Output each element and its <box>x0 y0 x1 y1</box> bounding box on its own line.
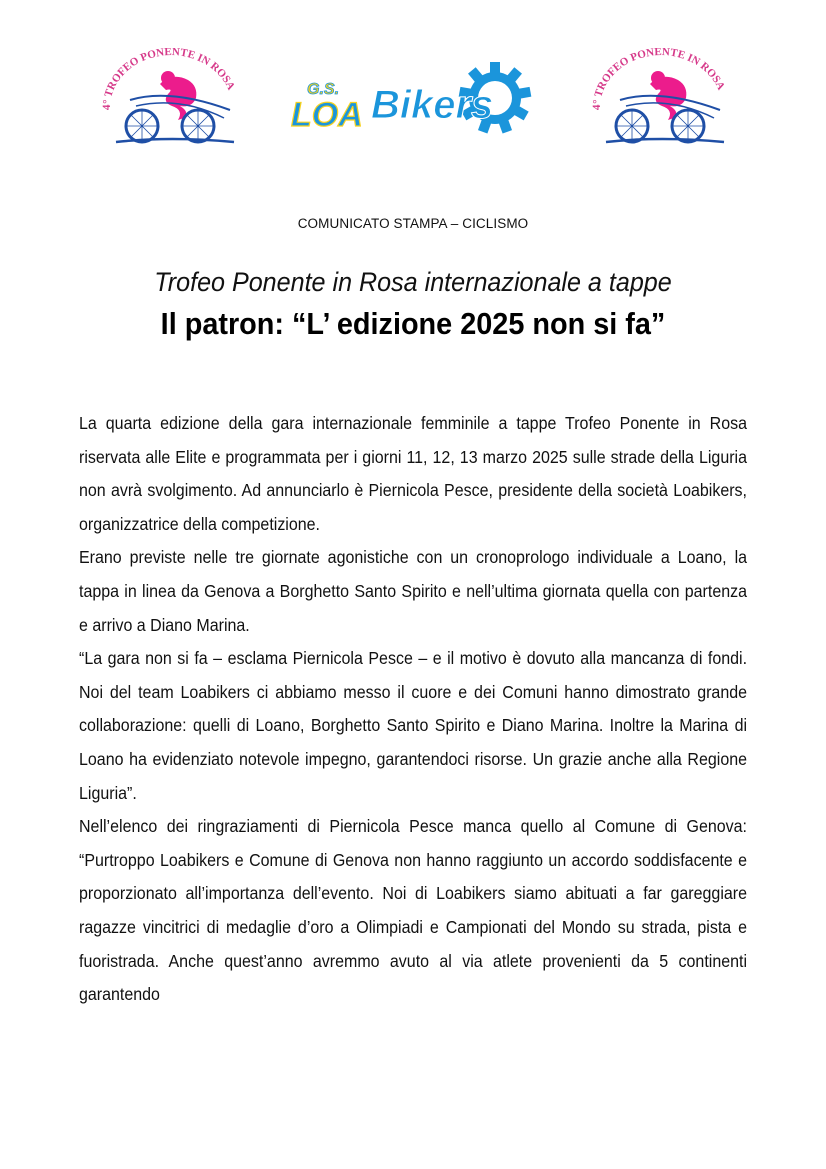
article-body <box>79 407 747 1012</box>
paragraph: Erano previste nelle tre giornate agonistiche con un cronoprologo individuale a Loano, la tappa in linea da Genova a Borghetto Santo Spirito e nell’ultima giornata quella con partenza e arrivo a Diano Marina. <box>79 547 748 635</box>
article-title: Il patron: “L’ edizione 2025 non si fa” <box>160 306 666 341</box>
paragraph: “La gara non si fa – esclama Piernicola Pesce – e il motivo è dovuto alla mancanza di fondi. Noi del team Loabikers ci abbiamo messo il cuore e dei Comuni hanno dimostrato grande collaborazione: quelli di Loano, Borghetto Santo Spirito e Diano Marina. Inoltre la Marina di Loano ha evidenziato notevole impegno, garantendoci risorse. Un grazie anche alla Regione Liguria”. <box>79 648 748 803</box>
logo-line1: LOA <box>291 96 363 134</box>
loabikers-logo <box>285 62 535 142</box>
trofeo-logo-right <box>590 48 730 148</box>
trofeo-logo-left <box>100 48 240 148</box>
cyclist-logo-icon <box>100 48 240 148</box>
paragraph: La quarta edizione della gara internazionale femminile a tappe Trofeo Ponente in Rosa riservata alle Elite e programmata per i giorni 11, 12, 13 marzo 2025 sulle strade della Liguria non avrà svolgimento. Ad annunciarlo è Piernicola Pesce, presidente della società Loabikers, organizzatrice della competizione. <box>79 413 748 534</box>
logo-text: 4° TROFEO PONENTE IN ROSA <box>100 48 237 111</box>
paragraph: Nell’elenco dei ringraziamenti di Piernicola Pesce manca quello al Comune di Genova: “Purtroppo Loabikers e Comune di Genova non hanno raggiunto un accordo soddisfacente e proporzionato all’importanza dell’evento. Noi di Loabikers siamo abituati a far gareggiare ragazze vincitrici di medaglie d’oro a Olimpiadi e Campionati del Mondo su strada, pista e fuoristrada. Anche quest’anno avremmo avuto al via atlete provenienti da 5 continenti garantendo <box>79 816 748 1005</box>
logo-prefix: G.S. <box>307 81 340 98</box>
logo-text: 4° TROFEO PONENTE IN ROSA <box>590 48 727 111</box>
cyclist-logo-icon <box>590 48 730 148</box>
loabikers-logo-icon <box>285 62 535 142</box>
press-release-kicker: COMUNICATO STAMPA – CICLISMO <box>297 216 529 231</box>
logo-line2: Bikers <box>371 83 494 127</box>
article-subtitle: Trofeo Ponente in Rosa internazionale a tappe <box>154 267 672 297</box>
